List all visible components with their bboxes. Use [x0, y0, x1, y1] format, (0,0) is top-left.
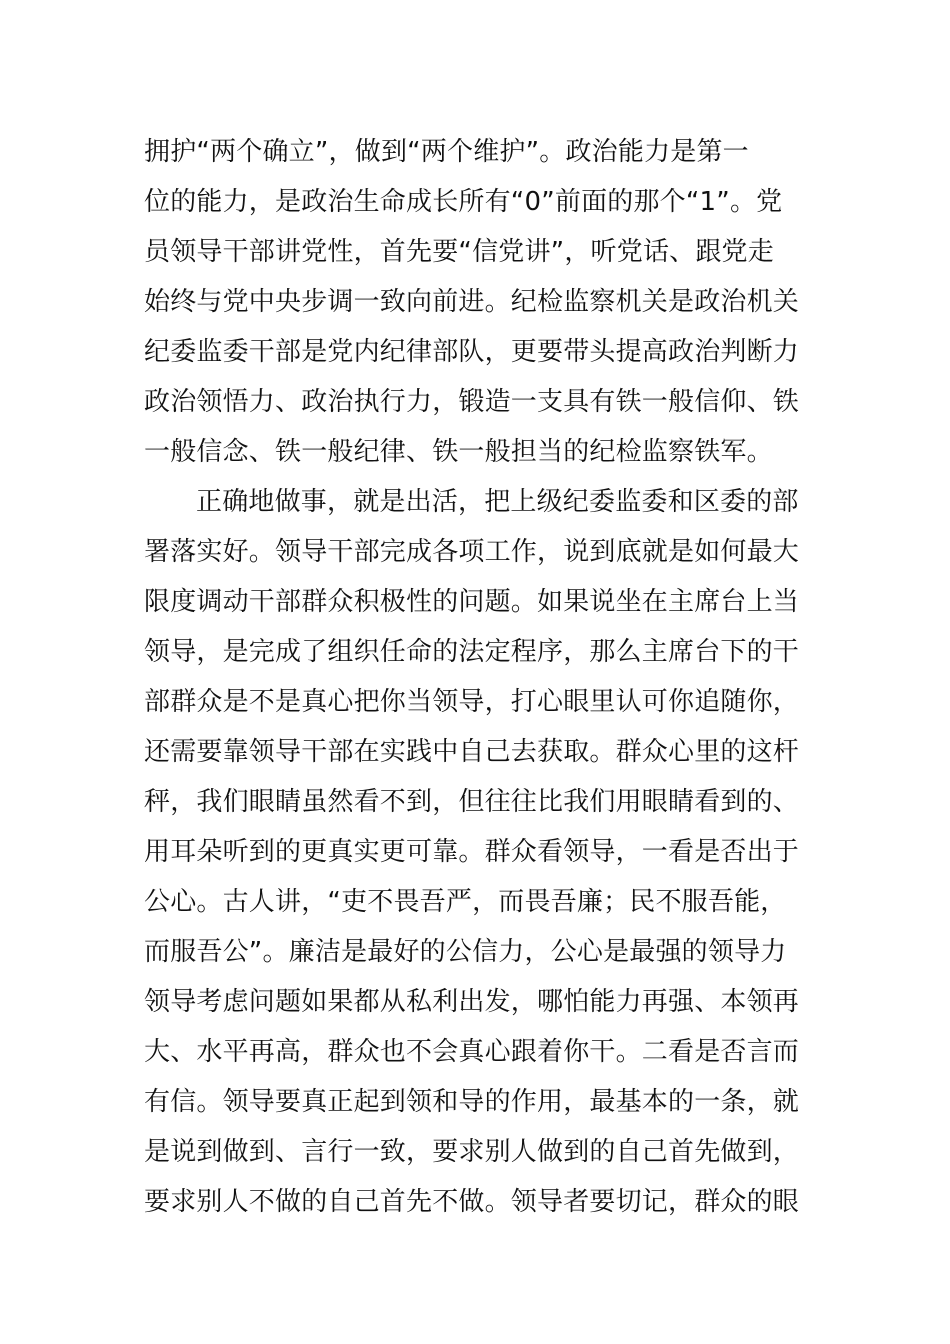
text-line: 部群众是不是真心把你当领导，打心眼里认可你追随你，	[144, 687, 800, 717]
text-line: 领导，是完成了组织任命的法定程序，那么主席台下的干	[144, 637, 800, 667]
text-line: 始终与党中央步调一致向前进。纪检监察机关是政治机关	[144, 287, 800, 317]
text-line: 要求别人不做的自己首先不做。领导者要切记，群众的眼	[144, 1187, 800, 1217]
text-line: 大、水平再高，群众也不会真心跟着你干。二看是否言而	[144, 1037, 800, 1067]
text-line: 领导考虑问题如果都从私利出发，哪怕能力再强、本领再	[144, 987, 800, 1017]
body-text	[144, 127, 814, 1227]
text-line: 一般信念、铁一般纪律、铁一般担当的纪检监察铁军。	[144, 437, 773, 467]
paragraph-start-line: 正确地做事，就是出活，把上级纪委监委和区委的部	[196, 487, 799, 517]
text-line: 秤，我们眼睛虽然看不到，但往往比我们用眼睛看到的、	[144, 787, 800, 817]
text-line: 有信。领导要真正起到领和导的作用，最基本的一条，就	[144, 1087, 800, 1117]
text-line: 纪委监委干部是党内纪律部队，更要带头提高政治判断力	[144, 337, 800, 367]
text-line: 署落实好。领导干部完成各项工作，说到底就是如何最大	[144, 537, 800, 567]
text-line: 限度调动干部群众积极性的问题。如果说坐在主席台上当	[144, 587, 800, 617]
text-line: 用耳朵听到的更真实更可靠。群众看领导，一看是否出于	[144, 837, 800, 867]
text-line: 员领导干部讲党性，首先要“信党讲”，听党话、跟党走	[144, 237, 774, 267]
text-line: 政治领悟力、政治执行力，锻造一支具有铁一般信仰、铁	[144, 387, 800, 417]
text-line: 还需要靠领导干部在实践中自己去获取。群众心里的这杆	[144, 737, 800, 767]
text-line: 公心。古人讲，“吏不畏吾严，而畏吾廉；民不服吾能，	[144, 887, 787, 917]
text-line: 拥护“两个确立”，做到“两个维护”。政治能力是第一	[144, 137, 749, 167]
text-line: 而服吾公”。廉洁是最好的公信力，公心是最强的领导力	[144, 937, 787, 967]
text-line: 位的能力，是政治生命成长所有“0”前面的那个“1”。党	[144, 187, 783, 217]
text-line: 是说到做到、言行一致，要求别人做到的自己首先做到，	[144, 1137, 800, 1167]
